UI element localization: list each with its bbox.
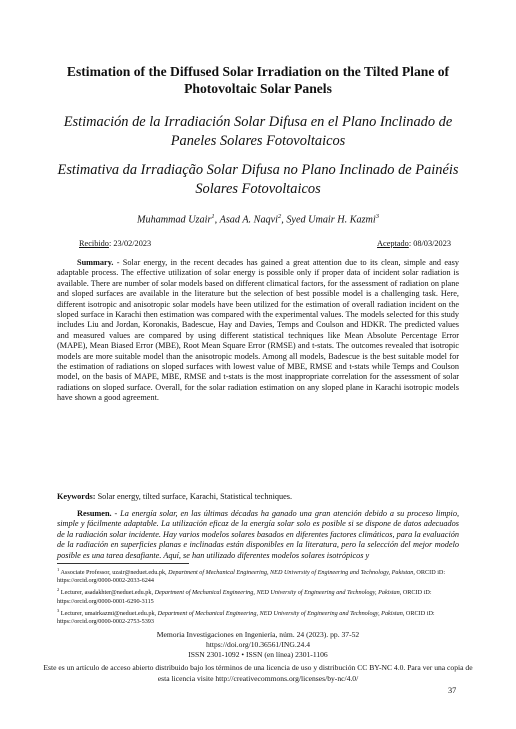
- author-name: Syed Umair H. Kazmi: [286, 214, 376, 226]
- accepted-date: [377, 238, 451, 249]
- author-name: Asad A. Naqvi: [219, 214, 278, 226]
- journal-doi[interactable]: https://doi.org/10.36561/ING.24.4: [205, 640, 311, 649]
- author-affiliation-mark: 2: [277, 213, 282, 220]
- license-notice: Este es un artículo de acceso abierto distribuido bajo los términos de una licencia de uso y distribución CC BY-NC 4.0. Para ver una copia de esta licencia visite http://creativecommons.org/licenses/by-nc/4.0/: [43, 663, 473, 683]
- footnote: [57, 586, 459, 605]
- footnote-text: Lecturer, umairkazmi@neduet.edu.pk,: [59, 610, 158, 617]
- footnote-number: 3: [57, 607, 60, 613]
- resumen-paragraph: [57, 509, 459, 561]
- journal-info: [40, 630, 476, 660]
- keywords-text: Solar energy, tilted surface, Karachi, Statistical techniques.: [95, 492, 293, 501]
- author-affiliation-mark: 3: [375, 213, 379, 220]
- summary-paragraph: [57, 258, 459, 404]
- accepted-value: : 08/03/2023: [408, 239, 451, 248]
- author-separator: ,: [214, 214, 220, 226]
- resumen-label: Resumen.: [77, 509, 112, 518]
- journal-issn: ISSN 2301-1092 • ISSN (en línea) 2301-1106: [188, 650, 328, 659]
- author-list: [60, 210, 456, 226]
- summary-label: Summary.: [77, 258, 114, 267]
- footnote: [57, 566, 459, 585]
- author-affiliation-mark: 1: [211, 213, 215, 220]
- accepted-label: Aceptado: [377, 239, 409, 248]
- author-name: Muhammad Uzair: [136, 214, 212, 226]
- page-number: 37: [448, 686, 457, 695]
- footnote-affiliation: Department of Mechanical Engineering, NED University of Engineering and Technology, Pakistan: [157, 610, 403, 617]
- summary-text: - Solar energy, in the recent decades has gained a great attention due to its clean, simple and easy adaptable process. The effective utilization of solar energy is possible only if proper data of incident solar radiation is available. There are number of solar models based on different climatical factors, for the assessment of radiation on plane and sloped surfaces are available in the literature but the selection of best possible model is a challenging task. Here, different isotropic and anisotropic solar models have been utilized for the estimation of overall radiation incident on the sloped surface in Karachi then estimation was compared with the experimental values. The models selected for this study includes Liu and Jordan, Koronakis, Badescue, Hay and Davies, Temps and Coulson and HDKR. The predicted values and measured values are compared by using different statistical techniques like Mean Absolute Percentage Error (MAPE), Mean Biased Error (MBE), Root Mean Square Error (RMSE) and t-stats. The outcomes revealed that isotropic models are more suitable model than the anisotropic models. Among all models, Badescue is the best suitable model for the estimation of radiations on sloped surfaces with lowest value of MBE, RMSE and t-stats while Temps and Coulson model, on the basis of MAPE, MBE, RMSE and t-stats is the most inappropriate correlation for the assessment of solar radiations on sloped surface. Overall, for the solar radiation estimation on any sloped plane in Karachi isotropic models have shown a good agreement.: [57, 258, 459, 403]
- footnote-orcid: , ORCID iD: https://orcid.org/0000-0002-2033-6244: [57, 569, 446, 585]
- keywords-paragraph: [57, 492, 459, 502]
- footnote-affiliation: Department of Mechanical Engineering, NED University of Engineering and Technology, Pakistan: [168, 569, 414, 577]
- footnote-number: 1: [57, 567, 60, 572]
- paper-title-portuguese: Estimativa da Irradiação Solar Difusa no Plano Inclinado de Painéis Solares Fotovoltaicos: [57, 162, 459, 197]
- footnote: [57, 607, 459, 626]
- paper-title-spanish: Estimación de la Irradiación Solar Difusa en el Plano Inclinado de Paneles Solares Fotovoltaicos: [63, 114, 453, 149]
- footnote-text: Associate Professor, uzair@neduet.edu.pk,: [59, 569, 169, 577]
- received-date: [79, 238, 151, 249]
- author-separator: ,: [281, 214, 287, 226]
- footnote-divider: [57, 563, 189, 564]
- journal-citation: Memoria Investigaciones en Ingeniería, núm. 24 (2023). pp. 37-52: [156, 630, 360, 639]
- paper-title: Estimation of the Diffused Solar Irradiation on the Tilted Plane of Photovoltaic Solar Panels: [66, 64, 450, 96]
- footnote-orcid: , ORCID iD: https://orcid.org/0000-0001-6290-3115: [57, 589, 432, 605]
- keywords-label: Keywords:: [57, 492, 96, 501]
- received-value: : 23/02/2023: [108, 239, 152, 248]
- footnote-text: Lecturer, asadakhter@neduet.edu.pk,: [59, 589, 155, 597]
- footnote-affiliation: Department of Mechanical Engineering, NED University of Engineering and Technology, Pakistan: [154, 589, 400, 597]
- footnotes: [57, 566, 459, 627]
- footnote-number: 2: [57, 587, 60, 593]
- received-label: Recibido: [79, 239, 109, 248]
- footnote-orcid: , ORCID iD: https://orcid.org/0000-0002-2753-5393: [57, 610, 435, 626]
- resumen-text: - La energía solar, en las últimas décadas ha ganado una gran atención debido a su proceso limpio, simple y fácilmente adaptable. La utilización eficaz de la energía solar solo es posible si se dispone de datos adecuados de la radiación solar incidente. Hay varios modelos solares basados en diferentes factores climáticos, para la evaluación de la radiación en superficies planas e inclinadas están disponibles en la literatura, pero la selección del mejor modelo posible es una tarea desafiante. Aquí, se han utilizado diferentes modelos solares isotrópicos y: [57, 509, 459, 560]
